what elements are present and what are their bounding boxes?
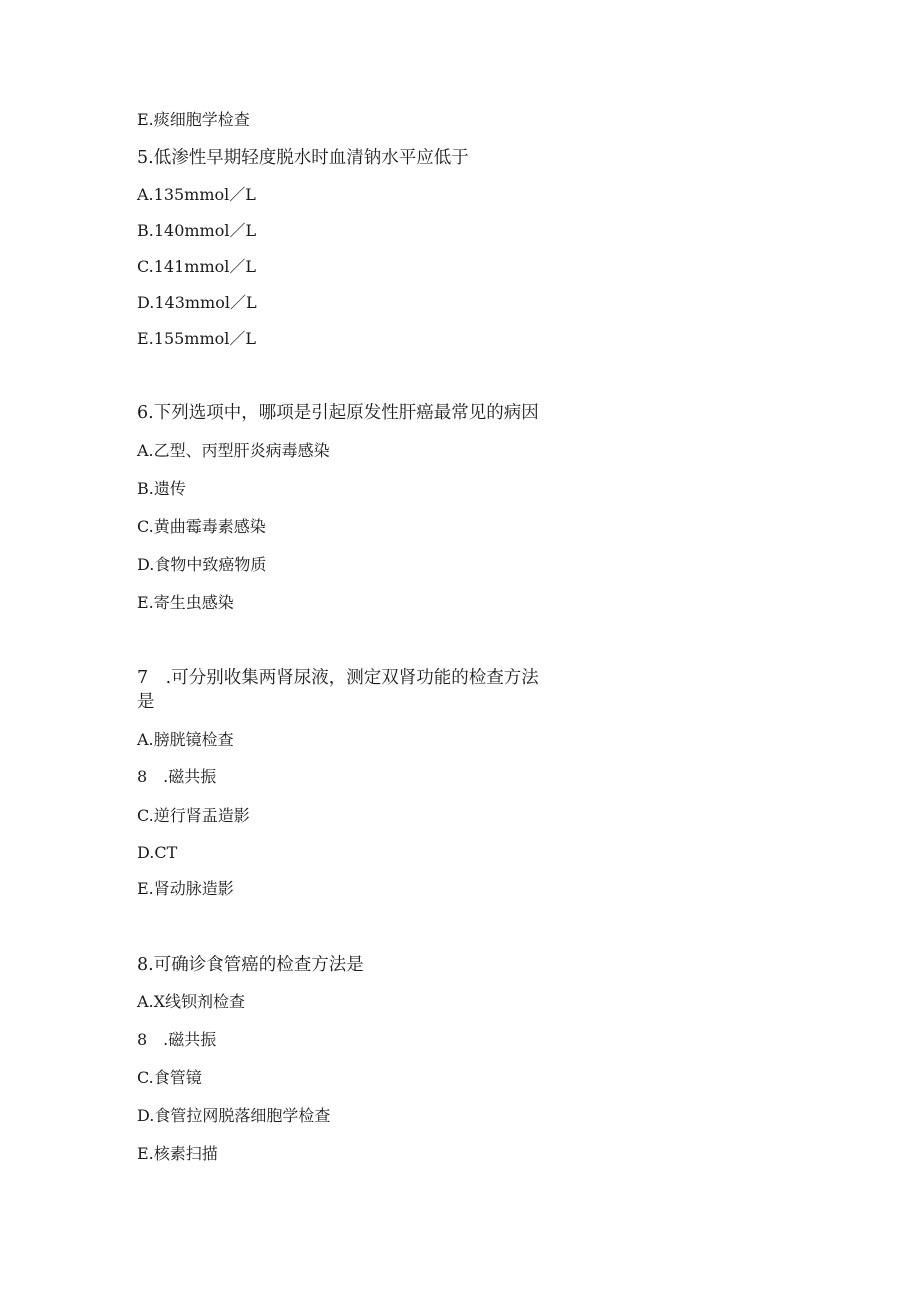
question-7-stem-line1: 7 .可分别收集两肾尿液，测定双肾功能的检查方法: [137, 668, 539, 688]
question-7-option-e: E.肾动脉造影: [137, 879, 234, 898]
question-6-stem: 6.下列选项中，哪项是引起原发性肝癌最常见的病因: [137, 403, 539, 423]
question-6-option-c: C.黄曲霉毒素感染: [137, 517, 266, 536]
question-7-stem-line2: 是: [137, 692, 155, 712]
question-5-option-d: D.143mmol／L: [137, 293, 257, 312]
question-5-option-e: E.155mmol／L: [137, 329, 257, 348]
question-8-option-c: C.食管镜: [137, 1068, 202, 1087]
question-8-option-e: E.核素扫描: [137, 1144, 218, 1163]
question-6-option-d: D.食物中致癌物质: [137, 555, 267, 574]
option-prev-e: E.痰细胞学检查: [137, 110, 250, 129]
question-7-option-b: 8 .磁共振: [137, 767, 217, 786]
question-8-option-d: D.食管拉网脱落细胞学检查: [137, 1106, 331, 1125]
question-8-option-b: 8 .磁共振: [137, 1030, 217, 1049]
question-6-option-b: B.遗传: [137, 479, 186, 498]
question-6-option-a: A.乙型、丙型肝炎病毒感染: [137, 441, 330, 460]
question-5-option-a: A.135mmol／L: [137, 185, 256, 204]
question-8-option-a: A.X线钡剂检查: [137, 992, 246, 1011]
question-6-option-e: E.寄生虫感染: [137, 593, 234, 612]
question-7-option-a: A.膀胱镜检查: [137, 730, 234, 749]
question-8-stem: 8.可确诊食管癌的检查方法是: [137, 955, 364, 975]
question-5-option-c: C.141mmol／L: [137, 257, 257, 276]
question-5-stem: 5.低渗性早期轻度脱水时血清钠水平应低于: [137, 148, 469, 168]
question-7-option-d: D.CT: [137, 843, 178, 862]
question-7-option-c: C.逆行肾盂造影: [137, 806, 250, 825]
question-5-option-b: B.140mmol／L: [137, 221, 257, 240]
